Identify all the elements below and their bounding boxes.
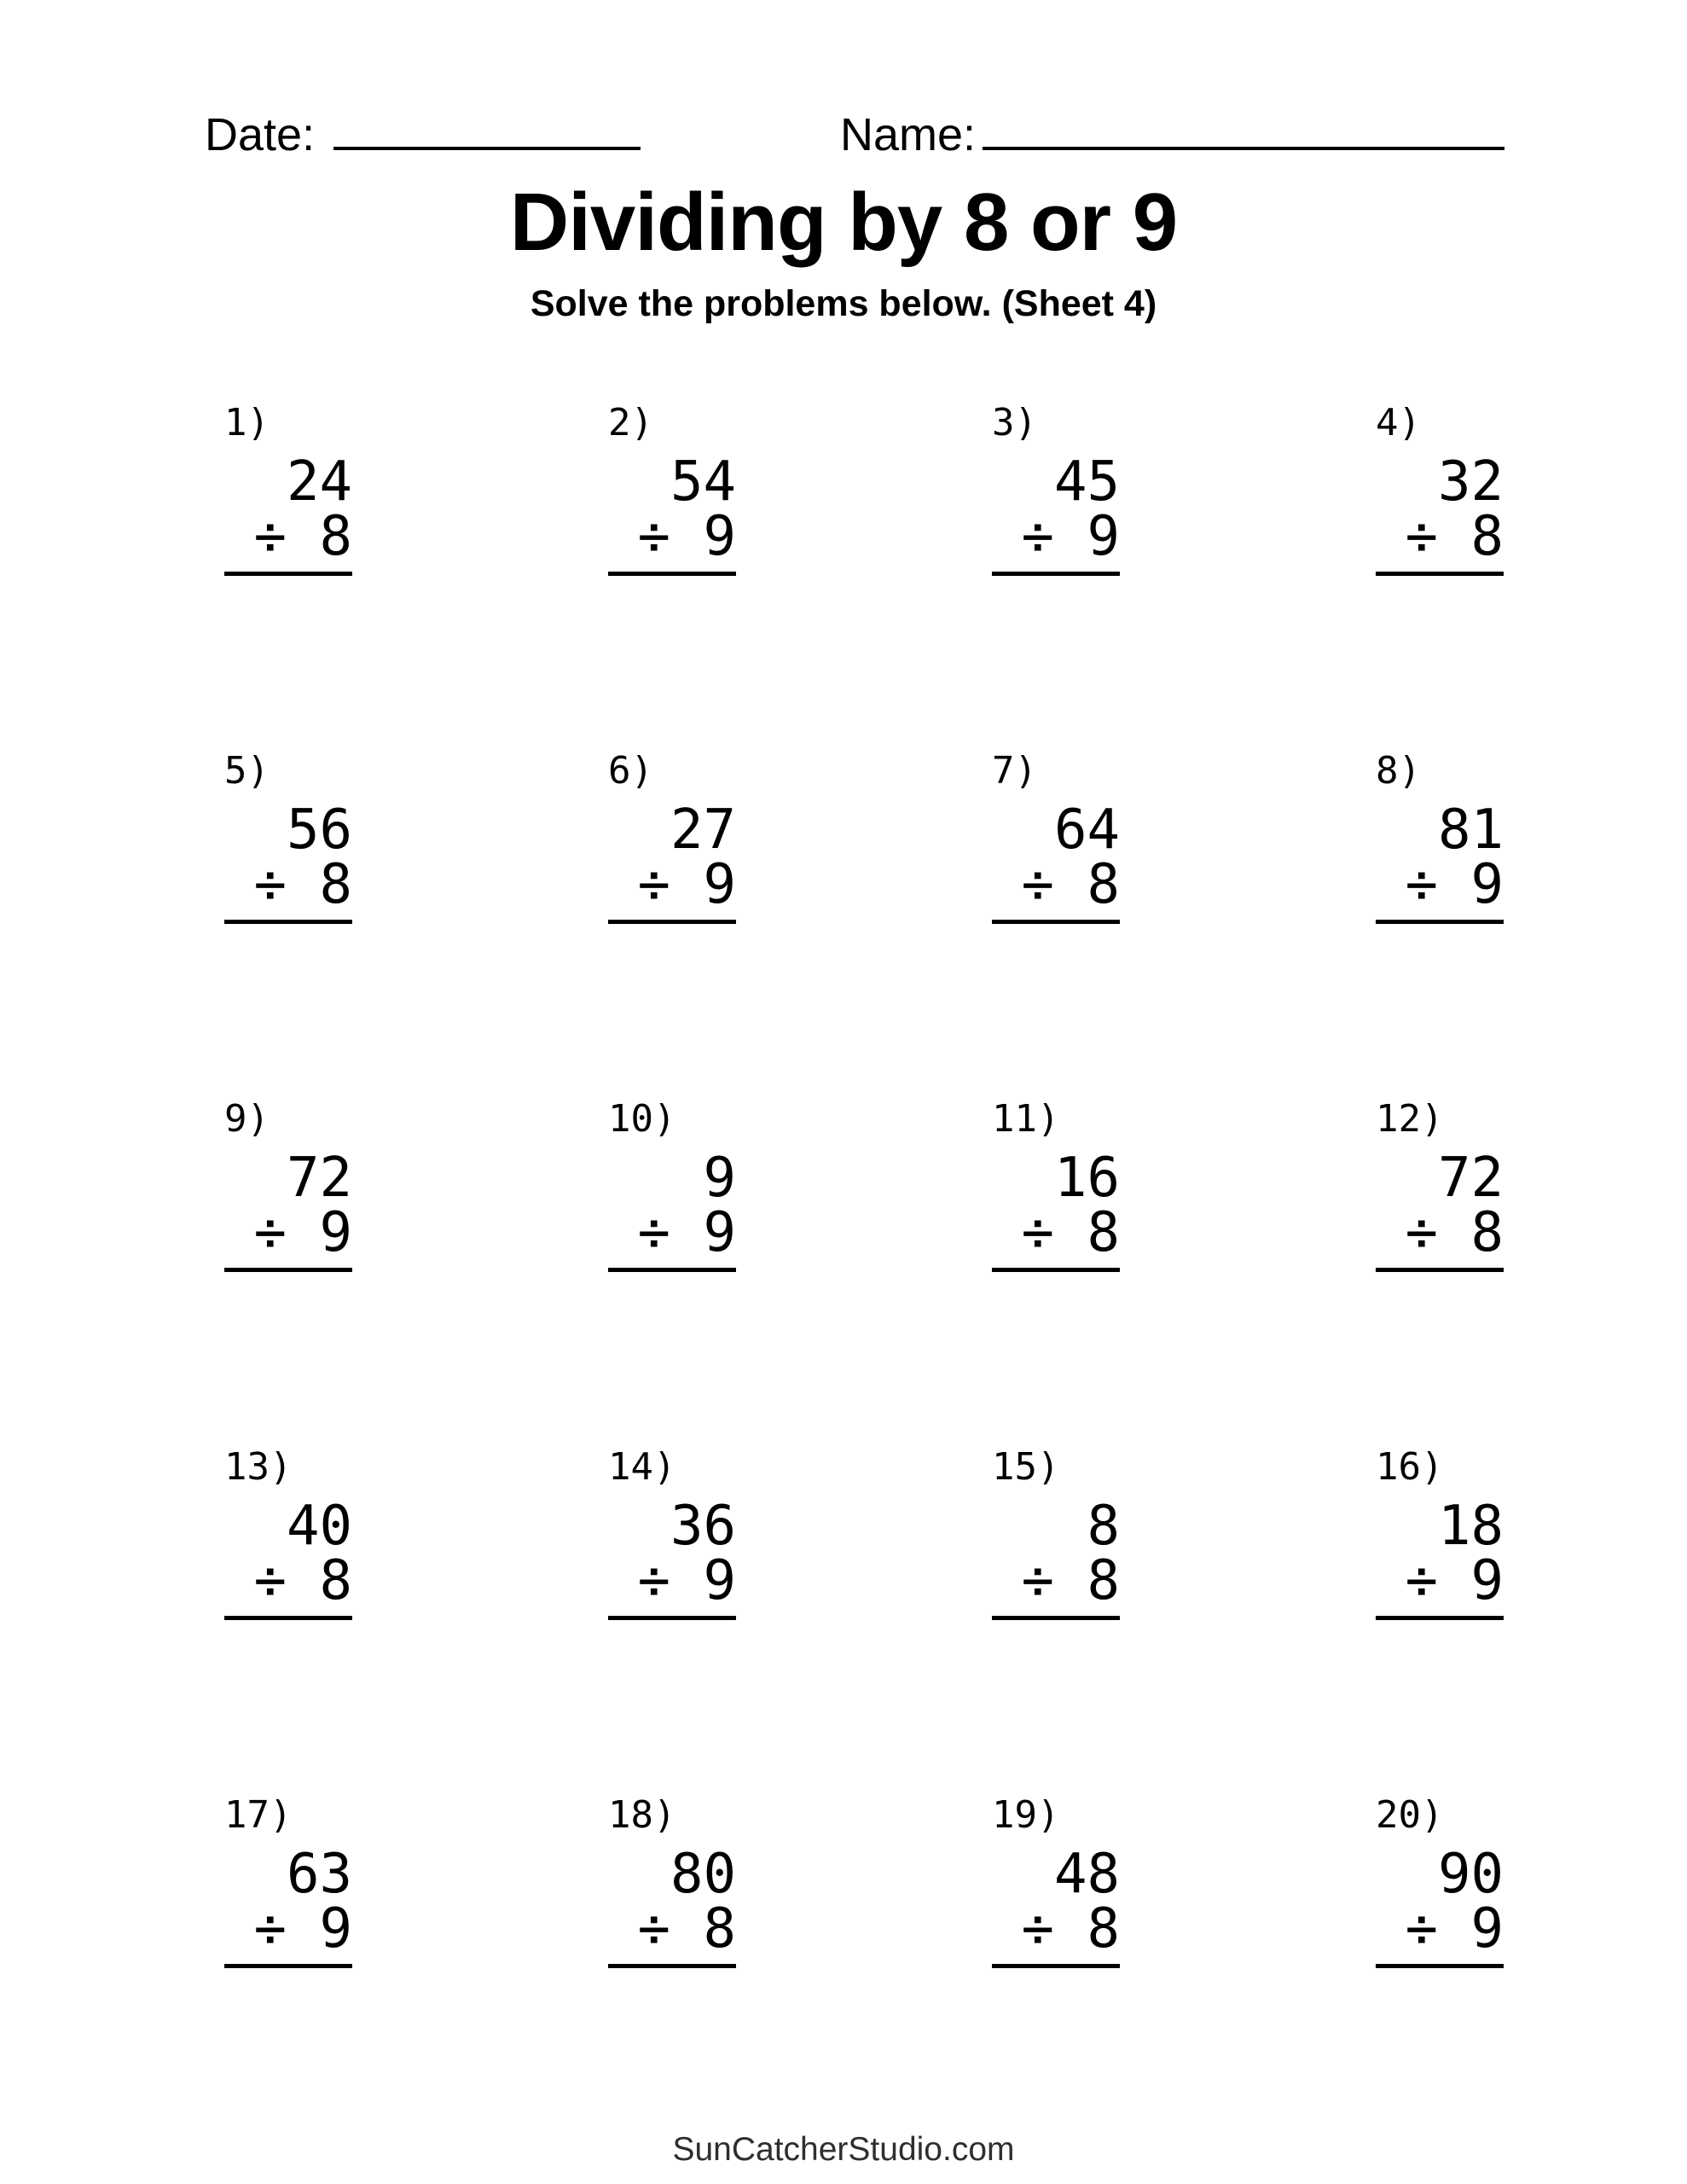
problem-number: 9) [224, 1097, 270, 1141]
dividend: 48 [1053, 1843, 1120, 1906]
divisor: 9 [703, 1549, 736, 1612]
problem-number: 13) [224, 1445, 293, 1489]
divisor-row [992, 1201, 1120, 1264]
problem-number: 20) [1376, 1793, 1444, 1837]
dividend: 40 [286, 1495, 352, 1558]
problem-number: 15) [992, 1445, 1060, 1489]
problem-number: 8) [1376, 749, 1421, 793]
answer-line[interactable] [992, 572, 1120, 576]
divisor-row [224, 1201, 352, 1264]
divide-icon: ÷ [637, 1549, 671, 1612]
problem-number: 16) [1376, 1445, 1444, 1489]
problem-cell [608, 1795, 736, 2143]
divisor: 8 [1087, 1549, 1120, 1612]
problem-number: 19) [992, 1793, 1060, 1837]
divide-icon: ÷ [1021, 853, 1055, 916]
problem-number: 10) [608, 1097, 676, 1141]
divisor-row [1376, 853, 1504, 916]
problem-number: 17) [224, 1793, 293, 1837]
answer-line[interactable] [1376, 572, 1504, 576]
answer-line[interactable] [224, 572, 352, 576]
answer-line[interactable] [608, 1964, 736, 1968]
problems-grid [224, 403, 1504, 2143]
problem-cell [1376, 1795, 1504, 2143]
dividend: 56 [286, 799, 352, 862]
answer-line[interactable] [1376, 1616, 1504, 1620]
name-label: Name: [840, 109, 977, 160]
dividend: 72 [286, 1147, 352, 1210]
answer-line[interactable] [608, 572, 736, 576]
problem-number: 1) [224, 401, 270, 444]
answer-line[interactable] [608, 1268, 736, 1272]
divisor: 9 [319, 1897, 352, 1960]
divide-icon: ÷ [1021, 1897, 1055, 1960]
answer-line[interactable] [224, 1964, 352, 1968]
problem-number: 3) [992, 401, 1037, 444]
divisor: 9 [1470, 1549, 1504, 1612]
answer-line[interactable] [1376, 1268, 1504, 1272]
divide-icon: ÷ [637, 853, 671, 916]
answer-line[interactable] [992, 1964, 1120, 1968]
date-line[interactable] [333, 147, 641, 150]
divisor: 8 [319, 505, 352, 568]
divisor: 8 [1087, 853, 1120, 916]
dividend: 8 [1087, 1495, 1120, 1558]
dividend: 16 [1053, 1147, 1120, 1210]
dividend: 27 [670, 799, 736, 862]
footer-site-text: SunCatcherStudio.com [672, 2131, 1015, 2168]
problem-cell [608, 1099, 736, 1447]
divisor: 9 [703, 853, 736, 916]
divisor-row [224, 853, 352, 916]
divisor-row [608, 1897, 736, 1960]
problem-cell [224, 751, 352, 1099]
divide-icon: ÷ [1021, 1549, 1055, 1612]
problem-cell [608, 751, 736, 1099]
answer-line[interactable] [992, 1616, 1120, 1620]
problem-number: 11) [992, 1097, 1060, 1141]
problem-number: 12) [1376, 1097, 1444, 1141]
dividend: 45 [1053, 450, 1120, 514]
divisor-row [992, 1897, 1120, 1960]
date-field [205, 109, 641, 160]
problem-cell [992, 1447, 1120, 1795]
problem-cell [1376, 1447, 1504, 1795]
divisor-row [992, 1549, 1120, 1612]
divide-icon: ÷ [637, 505, 671, 568]
answer-line[interactable] [992, 920, 1120, 924]
divide-icon: ÷ [1405, 853, 1439, 916]
divisor: 9 [1470, 853, 1504, 916]
dividend: 63 [286, 1843, 352, 1906]
problem-cell [608, 403, 736, 751]
dividend: 24 [286, 450, 352, 514]
divisor-row [608, 1201, 736, 1264]
answer-line[interactable] [224, 1268, 352, 1272]
dividend: 32 [1437, 450, 1504, 514]
answer-line[interactable] [1376, 1964, 1504, 1968]
dividend: 90 [1437, 1843, 1504, 1906]
dividend: 54 [670, 450, 736, 514]
divide-icon: ÷ [253, 853, 287, 916]
divide-icon: ÷ [1021, 1201, 1055, 1264]
divide-icon: ÷ [1405, 1549, 1439, 1612]
problem-number: 14) [608, 1445, 676, 1489]
dividend: 64 [1053, 799, 1120, 862]
divisor: 8 [1470, 1201, 1504, 1264]
divisor-row [1376, 505, 1504, 568]
divisor-row [224, 1549, 352, 1612]
divide-icon: ÷ [1405, 1897, 1439, 1960]
problem-number: 7) [992, 749, 1037, 793]
problem-number: 6) [608, 749, 653, 793]
problem-cell [992, 1099, 1120, 1447]
divide-icon: ÷ [253, 505, 287, 568]
dividend: 72 [1437, 1147, 1504, 1210]
problem-number: 5) [224, 749, 270, 793]
date-label: Date: [205, 109, 316, 160]
divide-icon: ÷ [253, 1201, 287, 1264]
answer-line[interactable] [1376, 920, 1504, 924]
dividend: 80 [670, 1843, 736, 1906]
divisor-row [608, 505, 736, 568]
divisor-row [1376, 1549, 1504, 1612]
problem-number: 18) [608, 1793, 676, 1837]
dividend: 81 [1437, 799, 1504, 862]
divisor: 8 [319, 1549, 352, 1612]
dividend: 36 [670, 1495, 736, 1558]
answer-line[interactable] [224, 920, 352, 924]
divide-icon: ÷ [1405, 505, 1439, 568]
divisor: 9 [1470, 1897, 1504, 1960]
divide-icon: ÷ [253, 1549, 287, 1612]
answer-line[interactable] [608, 920, 736, 924]
divide-icon: ÷ [1405, 1201, 1439, 1264]
problem-number: 2) [608, 401, 653, 444]
problem-cell [224, 403, 352, 751]
problem-cell [992, 751, 1120, 1099]
divide-icon: ÷ [1021, 505, 1055, 568]
divide-icon: ÷ [637, 1897, 671, 1960]
problem-cell [1376, 1099, 1504, 1447]
answer-line[interactable] [992, 1268, 1120, 1272]
problem-cell [992, 403, 1120, 751]
dividend: 9 [703, 1147, 736, 1210]
divide-icon: ÷ [253, 1897, 287, 1960]
problem-cell [224, 1795, 352, 2143]
divisor: 9 [703, 1201, 736, 1264]
divisor: 8 [1087, 1201, 1120, 1264]
page-subtitle: Solve the problems below. (Sheet 4) [530, 283, 1157, 324]
answer-line[interactable] [224, 1616, 352, 1620]
name-field [840, 109, 1504, 160]
divisor: 8 [703, 1897, 736, 1960]
divide-icon: ÷ [637, 1201, 671, 1264]
problem-cell [224, 1099, 352, 1447]
divisor-row [992, 505, 1120, 568]
divisor-row [608, 1549, 736, 1612]
problem-number: 4) [1376, 401, 1421, 444]
page-title: Dividing by 8 or 9 [509, 177, 1178, 268]
dividend: 18 [1437, 1495, 1504, 1558]
problem-cell [608, 1447, 736, 1795]
problem-cell [1376, 751, 1504, 1099]
divisor: 9 [1087, 505, 1120, 568]
divisor-row [1376, 1897, 1504, 1960]
name-line[interactable] [983, 147, 1504, 150]
divisor: 8 [1470, 505, 1504, 568]
divisor: 8 [319, 853, 352, 916]
problem-cell [992, 1795, 1120, 2143]
divisor: 8 [1087, 1897, 1120, 1960]
problem-cell [224, 1447, 352, 1795]
divisor-row [224, 505, 352, 568]
problem-cell [1376, 403, 1504, 751]
divisor: 9 [703, 505, 736, 568]
divisor-row [992, 853, 1120, 916]
answer-line[interactable] [608, 1616, 736, 1620]
divisor-row [1376, 1201, 1504, 1264]
divisor-row [224, 1897, 352, 1960]
divisor-row [608, 853, 736, 916]
divisor: 9 [319, 1201, 352, 1264]
